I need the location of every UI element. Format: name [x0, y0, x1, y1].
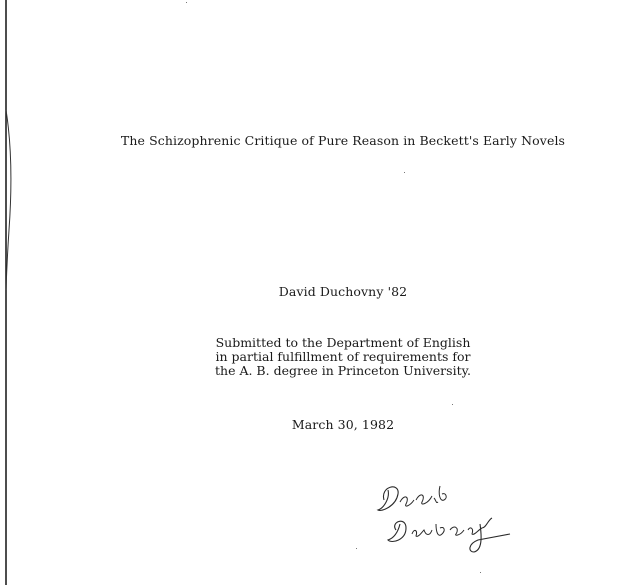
signature-icon [370, 478, 530, 563]
submission-line-1: Submitted to the Department of English [215, 335, 471, 350]
paper-speck [404, 172, 405, 173]
paper-speck [186, 2, 187, 3]
submission-line-3: the A. B. degree in Princeton University. [215, 363, 471, 378]
submission-line-2: in partial fulfillment of requirements for [215, 349, 471, 364]
binding-edge-mark [0, 0, 20, 585]
submission-date: March 30, 1982 [291, 417, 395, 432]
paper-speck [480, 572, 481, 573]
thesis-title: The Schizophrenic Critique of Pure Reason in Beckett's Early Novels [120, 133, 566, 148]
paper-speck [452, 404, 453, 405]
author-name: David Duchovny '82 [278, 284, 408, 299]
paper-speck [356, 548, 357, 549]
submission-statement [23, 336, 640, 378]
